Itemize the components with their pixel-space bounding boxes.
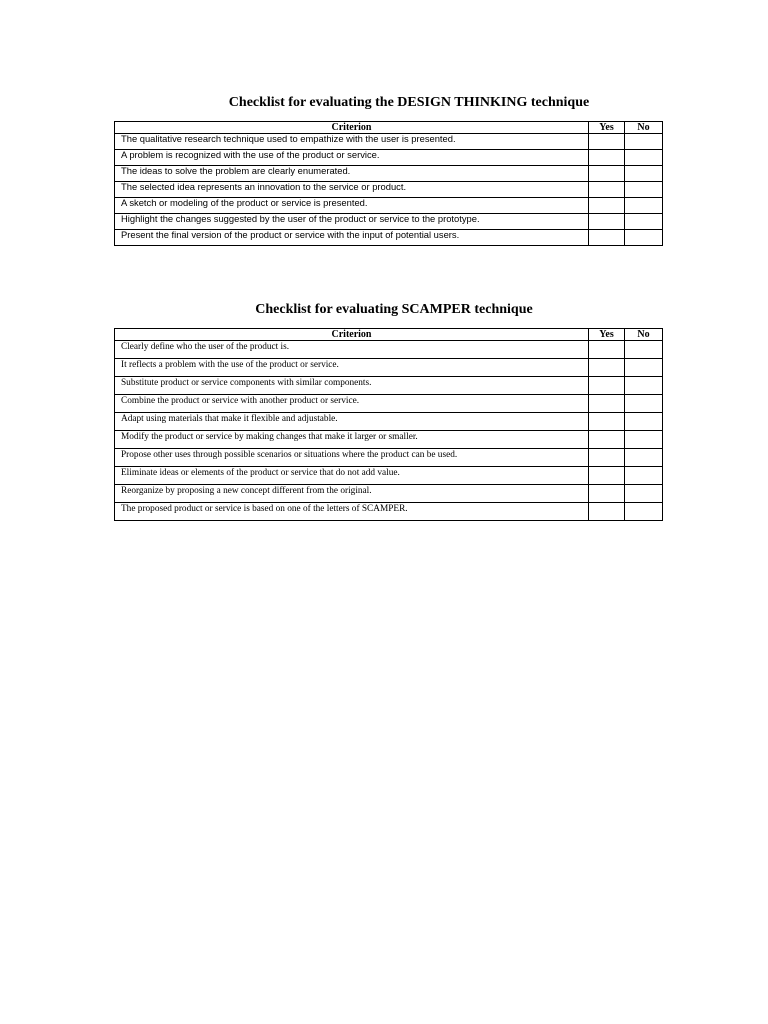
criterion-cell: Adapt using materials that make it flexible and adjustable.	[115, 413, 589, 431]
yes-checkbox-cell[interactable]	[589, 230, 625, 246]
table-row	[115, 377, 663, 395]
table-row	[115, 182, 663, 198]
no-checkbox-cell[interactable]	[625, 166, 663, 182]
criterion-cell: The qualitative research technique used to empathize with the user is presented.	[115, 134, 589, 150]
yes-checkbox-cell[interactable]	[589, 395, 625, 413]
no-checkbox-cell[interactable]	[625, 182, 663, 198]
criterion-cell: Highlight the changes suggested by the user of the product or service to the prototype.	[115, 214, 589, 230]
table-row	[115, 198, 663, 214]
table-header-row	[115, 329, 663, 341]
table-row	[115, 166, 663, 182]
table-row	[115, 413, 663, 431]
table-row	[115, 431, 663, 449]
yes-checkbox-cell[interactable]	[589, 359, 625, 377]
no-checkbox-cell[interactable]	[625, 341, 663, 359]
yes-checkbox-cell[interactable]	[589, 150, 625, 166]
no-checkbox-cell[interactable]	[625, 214, 663, 230]
scamper-checklist-table	[114, 328, 663, 521]
criterion-cell: Reorganize by proposing a new concept different from the original.	[115, 485, 589, 503]
table-row	[115, 395, 663, 413]
criterion-cell: Clearly define who the user of the product is.	[115, 341, 589, 359]
no-checkbox-cell[interactable]	[625, 230, 663, 246]
yes-checkbox-cell[interactable]	[589, 485, 625, 503]
no-checkbox-cell[interactable]	[625, 467, 663, 485]
no-checkbox-cell[interactable]	[625, 485, 663, 503]
design-thinking-checklist-table	[114, 121, 663, 246]
yes-checkbox-cell[interactable]	[589, 341, 625, 359]
scamper-rows	[115, 341, 663, 521]
yes-header: Yes	[589, 329, 625, 341]
criterion-cell: Combine the product or service with another product or service.	[115, 395, 589, 413]
criterion-cell: It reflects a problem with the use of the product or service.	[115, 359, 589, 377]
yes-checkbox-cell[interactable]	[589, 198, 625, 214]
criterion-cell: A sketch or modeling of the product or service is presented.	[115, 198, 589, 214]
no-checkbox-cell[interactable]	[625, 198, 663, 214]
criterion-cell: The proposed product or service is based on one of the letters of SCAMPER.	[115, 503, 589, 521]
table-row	[115, 467, 663, 485]
table-row	[115, 230, 663, 246]
no-checkbox-cell[interactable]	[625, 395, 663, 413]
table-header-row	[115, 122, 663, 134]
table-row	[115, 359, 663, 377]
criterion-header: Criterion	[115, 329, 589, 341]
yes-header: Yes	[589, 122, 625, 134]
no-checkbox-cell[interactable]	[625, 431, 663, 449]
table-row	[115, 485, 663, 503]
no-checkbox-cell[interactable]	[625, 150, 663, 166]
no-header: No	[625, 329, 663, 341]
design-thinking-rows	[115, 134, 663, 246]
no-checkbox-cell[interactable]	[625, 377, 663, 395]
criterion-header: Criterion	[115, 122, 589, 134]
criterion-cell: A problem is recognized with the use of the product or service.	[115, 150, 589, 166]
scamper-title: Checklist for evaluating SCAMPER technique	[255, 302, 533, 317]
yes-checkbox-cell[interactable]	[589, 134, 625, 150]
no-checkbox-cell[interactable]	[625, 503, 663, 521]
yes-checkbox-cell[interactable]	[589, 431, 625, 449]
design-thinking-title: Checklist for evaluating the DESIGN THINKING technique	[228, 95, 590, 110]
no-checkbox-cell[interactable]	[625, 449, 663, 467]
table-row	[115, 134, 663, 150]
yes-checkbox-cell[interactable]	[589, 503, 625, 521]
table-row	[115, 503, 663, 521]
criterion-cell: The ideas to solve the problem are clearly enumerated.	[115, 166, 589, 182]
no-checkbox-cell[interactable]	[625, 413, 663, 431]
yes-checkbox-cell[interactable]	[589, 214, 625, 230]
yes-checkbox-cell[interactable]	[589, 182, 625, 198]
yes-checkbox-cell[interactable]	[589, 467, 625, 485]
criterion-cell: The selected idea represents an innovation to the service or product.	[115, 182, 589, 198]
yes-checkbox-cell[interactable]	[589, 166, 625, 182]
yes-checkbox-cell[interactable]	[589, 377, 625, 395]
no-header: No	[625, 122, 663, 134]
criterion-cell: Substitute product or service components with similar components.	[115, 377, 589, 395]
criterion-cell: Modify the product or service by making changes that make it larger or smaller.	[115, 431, 589, 449]
criterion-cell: Eliminate ideas or elements of the product or service that do not add value.	[115, 467, 589, 485]
yes-checkbox-cell[interactable]	[589, 413, 625, 431]
table-row	[115, 449, 663, 467]
table-row	[115, 150, 663, 166]
table-row	[115, 214, 663, 230]
table-row	[115, 341, 663, 359]
criterion-cell: Propose other uses through possible scenarios or situations where the product can be used.	[115, 449, 589, 467]
criterion-cell: Present the final version of the product or service with the input of potential users.	[115, 230, 589, 246]
no-checkbox-cell[interactable]	[625, 359, 663, 377]
no-checkbox-cell[interactable]	[625, 134, 663, 150]
yes-checkbox-cell[interactable]	[589, 449, 625, 467]
